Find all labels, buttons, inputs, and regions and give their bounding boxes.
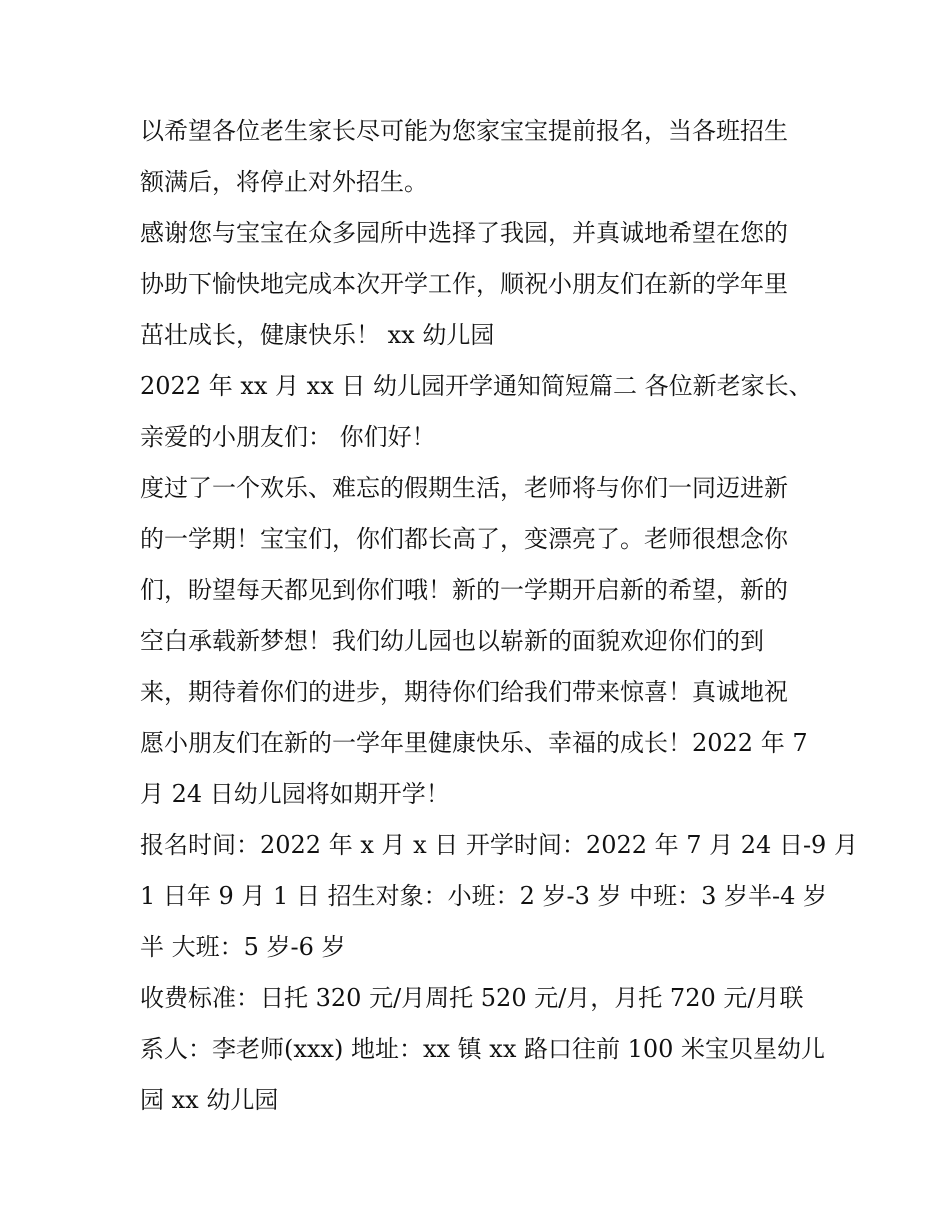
text-line: 半 大班：5 岁-6 岁 xyxy=(140,933,346,961)
text-line: 空白承载新梦想！我们幼儿园也以崭新的面貌欢迎你们的到 xyxy=(140,627,764,655)
text-line: 亲爱的小朋友们： 你们好！ xyxy=(140,423,436,451)
text-line: 协助下愉快地完成本次开学工作，顺祝小朋友们在新的学年里 xyxy=(140,270,788,298)
text-line: 收费标准：日托 320 元/月周托 520 元/月，月托 720 元/月联 xyxy=(140,984,804,1012)
text-line: 以希望各位老生家长尽可能为您家宝宝提前报名，当各班招生 xyxy=(140,117,788,145)
text-line: 报名时间：2022 年 x 月 x 日 开学时间：2022 年 7 月 24 日-9 月 xyxy=(140,831,858,859)
text-line: 们，盼望每天都见到你们哦！新的一学期开启新的希望，新的 xyxy=(140,576,788,604)
text-line: 1 日年 9 月 1 日 招生对象：小班：2 岁-3 岁 中班：3 岁半-4 岁 xyxy=(140,882,828,910)
text-line: 愿小朋友们在新的一学年里健康快乐、幸福的成长！2022 年 7 xyxy=(140,729,808,757)
text-line: 的一学期！宝宝们，你们都长高了，变漂亮了。老师很想念你 xyxy=(140,525,788,553)
text-line: 感谢您与宝宝在众多园所中选择了我园，并真诚地希望在您的 xyxy=(140,219,788,247)
document-body xyxy=(140,106,858,1126)
text-line: 额满后，将停止对外招生。 xyxy=(140,168,428,196)
text-line: 来，期待着你们的进步，期待你们给我们带来惊喜！真诚地祝 xyxy=(140,678,788,706)
text-line: 度过了一个欢乐、难忘的假期生活，老师将与你们一同迈进新 xyxy=(140,474,788,502)
text-line: 系人：李老师(xxx) 地址：xx 镇 xx 路口往前 100 米宝贝星幼儿 xyxy=(140,1035,826,1063)
text-line: 茁壮成长，健康快乐！ xx 幼儿园 xyxy=(140,321,495,349)
text-line: 2022 年 xx 月 xx 日 幼儿园开学通知简短篇二 各位新老家长、 xyxy=(140,372,813,400)
text-line: 月 24 日幼儿园将如期开学！ xyxy=(140,780,450,808)
text-line: 园 xx 幼儿园 xyxy=(140,1086,279,1114)
